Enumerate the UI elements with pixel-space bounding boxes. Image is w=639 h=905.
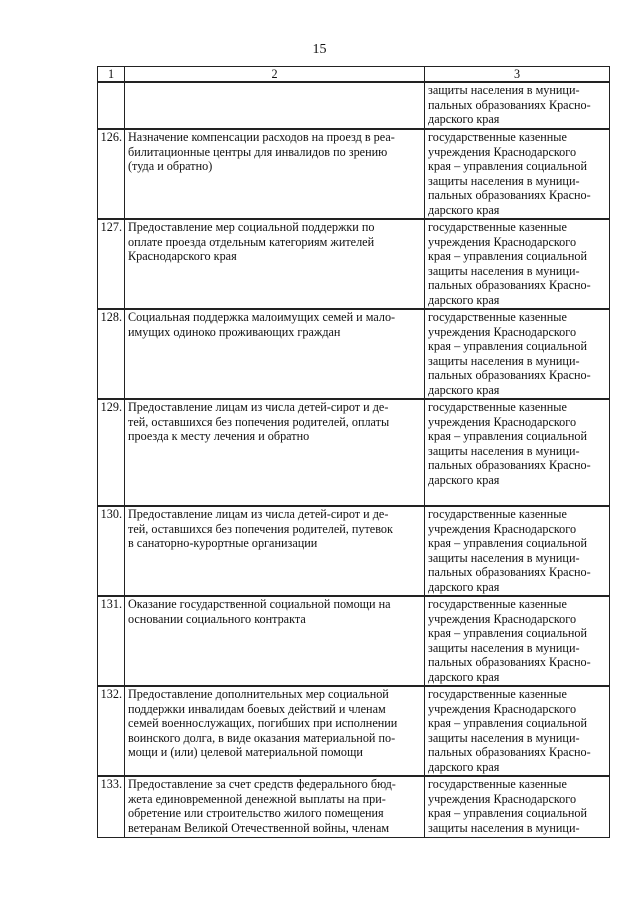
row-number: 131. bbox=[98, 596, 125, 686]
row-number: 129. bbox=[98, 399, 125, 506]
column-header-provider: 3 bbox=[425, 67, 610, 83]
provider-name: государственные казенные учреждения Краснодарского края – управления социальной защиты населения в муници- bbox=[425, 776, 610, 838]
table-row bbox=[98, 219, 610, 309]
table-row bbox=[98, 686, 610, 776]
table-row-continuation bbox=[98, 82, 610, 129]
page-number: 15 bbox=[312, 42, 327, 57]
service-name: Предоставление дополнительных мер социальной поддержки инвалидам боевых действий и членам семей военнослужащих, погибших при исполнении воинского долга, в виде оказания материальной по- мощи и (или) целевой материальной помощи bbox=[125, 686, 425, 776]
row-number: 130. bbox=[98, 506, 125, 596]
service-name bbox=[125, 82, 425, 129]
service-name: Предоставление мер социальной поддержки по оплате проезда отдельным категориям жителей Краснодарского края bbox=[125, 219, 425, 309]
row-number: 133. bbox=[98, 776, 125, 838]
service-name: Назначение компенсации расходов на проезд в реа- билитационные центры для инвалидов по зрению (туда и обратно) bbox=[125, 129, 425, 219]
service-name: Оказание государственной социальной помощи на основании социального контракта bbox=[125, 596, 425, 686]
provider-name: государственные казенные учреждения Краснодарского края – управления социальной защиты населения в муници- пальных образованиях Красно- дарского края bbox=[425, 309, 610, 399]
row-number bbox=[98, 82, 125, 129]
service-name: Предоставление за счет средств федерального бюд- жета единовременной денежной выплаты на при- обретение или строительство жилого помещения ветеранам Великой Отечественной войны, членам bbox=[125, 776, 425, 838]
table-row bbox=[98, 399, 610, 506]
provider-name: государственные казенные учреждения Краснодарского края – управления социальной защиты населения в муници- пальных образованиях Красно- дарского края bbox=[425, 219, 610, 309]
column-header-service: 2 bbox=[125, 67, 425, 83]
provider-name: государственные казенные учреждения Краснодарского края – управления социальной защиты населения в муници- пальных образованиях Красно- дарского края bbox=[425, 129, 610, 219]
provider-name: защиты населения в муници- пальных образованиях Красно- дарского края bbox=[425, 82, 610, 129]
provider-name: государственные казенные учреждения Краснодарского края – управления социальной защиты населения в муници- пальных образованиях Красно- дарского края bbox=[425, 506, 610, 596]
provider-name: государственные казенные учреждения Краснодарского края – управления социальной защиты населения в муници- пальных образованиях Красно- дарского края bbox=[425, 399, 610, 506]
column-header-number: 1 bbox=[98, 67, 125, 83]
row-number: 127. bbox=[98, 219, 125, 309]
row-number: 132. bbox=[98, 686, 125, 776]
row-number: 126. bbox=[98, 129, 125, 219]
table-header-row bbox=[98, 67, 610, 83]
service-name: Предоставление лицам из числа детей-сирот и де- тей, оставшихся без попечения родителей, путевок в санаторно-курортные организации bbox=[125, 506, 425, 596]
table-row bbox=[98, 596, 610, 686]
table-row bbox=[98, 129, 610, 219]
table-row bbox=[98, 506, 610, 596]
table-row bbox=[98, 309, 610, 399]
table-row bbox=[98, 776, 610, 838]
row-number: 128. bbox=[98, 309, 125, 399]
provider-name: государственные казенные учреждения Краснодарского края – управления социальной защиты населения в муници- пальных образованиях Красно- дарского края bbox=[425, 596, 610, 686]
provider-name: государственные казенные учреждения Краснодарского края – управления социальной защиты населения в муници- пальных образованиях Красно- дарского края bbox=[425, 686, 610, 776]
services-table bbox=[97, 66, 610, 838]
service-name: Предоставление лицам из числа детей-сирот и де- тей, оставшихся без попечения родителей, оплаты проезда к месту лечения и обратно bbox=[125, 399, 425, 506]
service-name: Социальная поддержка малоимущих семей и мало- имущих одиноко проживающих граждан bbox=[125, 309, 425, 399]
